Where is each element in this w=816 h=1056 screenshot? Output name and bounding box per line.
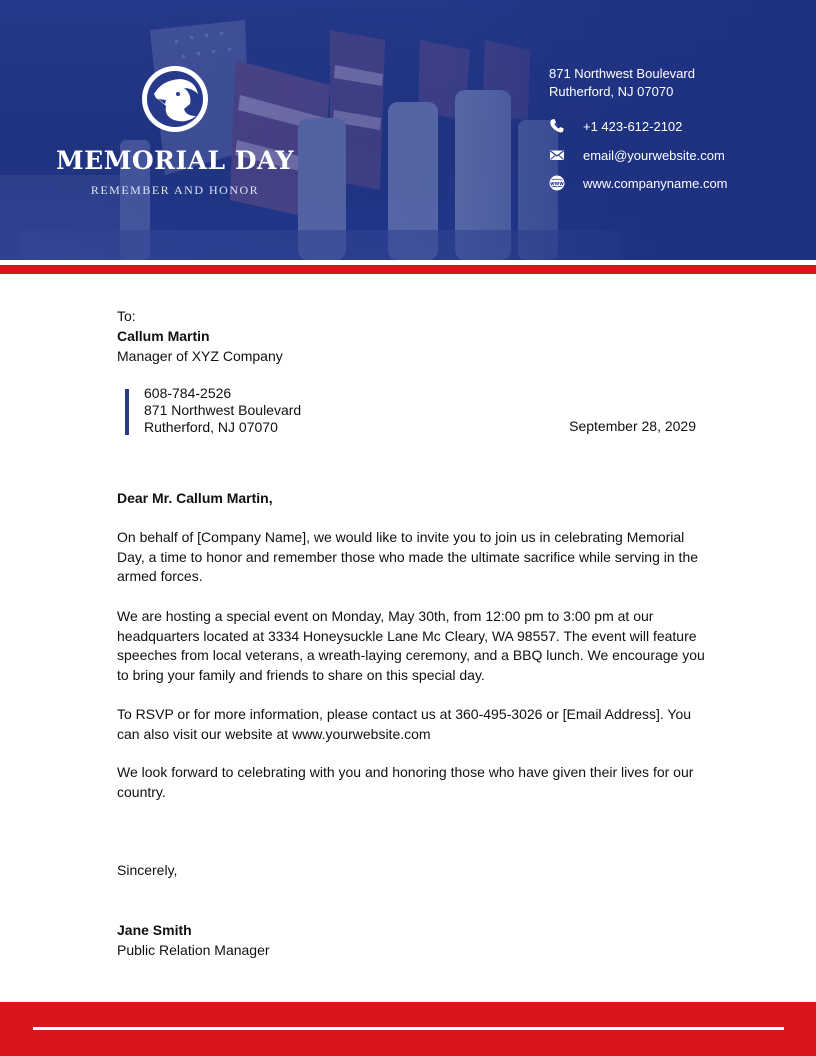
contact-phone xyxy=(549,116,682,136)
company-address-line2: Rutherford, NJ 07070 xyxy=(549,84,674,99)
eagle-logo-icon xyxy=(140,64,210,134)
recipient-address-line2: Rutherford, NJ 07070 xyxy=(144,419,278,435)
paragraph-event-details: We are hosting a special event on Monday, May 30th, from 12:00 pm to 3:00 pm at our headquarters located at 3334 Honeysuckle Lane Mc Cleary, WA 98557. The event will feature speeches from local veterans, a wreath-laying ceremony, and a BBQ lunch. We encourage you to bring your family and friends to share on this special day. xyxy=(117,608,705,683)
signer-name: Jane Smith xyxy=(117,922,192,938)
salutation: Dear Mr. Callum Martin, xyxy=(117,490,273,506)
signer-title: Public Relation Manager xyxy=(117,942,270,958)
footer-bar xyxy=(0,1002,816,1056)
closing: Sincerely, xyxy=(117,862,178,878)
recipient-block xyxy=(117,306,283,366)
recipient-phone: 608-784-2526 xyxy=(144,385,232,401)
brand-subtitle: REMEMBER AND HONOR xyxy=(90,183,260,197)
brand-title: MEMORIAL DAY xyxy=(55,146,294,175)
company-address xyxy=(549,65,695,101)
paragraph-invitation: On behalf of [Company Name], we would like to invite you to join us in celebrating Memorial Day, a time to honor and remember those who made the ultimate sacrifice while serving in the armed forces. xyxy=(117,529,699,584)
recipient-title: Manager of XYZ Company xyxy=(117,348,283,364)
letter-date: September 28, 2029 xyxy=(569,418,696,434)
company-address-line1: 871 Northwest Boulevard xyxy=(549,66,695,81)
contact-website-text: www.companyname.com xyxy=(583,175,728,191)
contact-phone-text: +1 423-612-2102 xyxy=(583,118,683,134)
globe-icon xyxy=(549,175,565,191)
paragraph-closing-note: We look forward to celebrating with you and honoring those who have given their lives for our country. xyxy=(117,764,694,800)
contact-email xyxy=(549,145,725,165)
recipient-address-line1: 871 Northwest Boulevard xyxy=(144,402,302,418)
recipient-name: Callum Martin xyxy=(117,328,210,344)
header-red-stripe xyxy=(0,265,816,274)
footer-white-line xyxy=(33,1027,784,1030)
paragraph-rsvp: To RSVP or for more information, please contact us at 360-495-3026 or [Email Address]. You can also visit our website at www.yourwebsite.com xyxy=(117,706,692,742)
recipient-contact xyxy=(144,385,301,436)
recipient-accent-bar xyxy=(125,389,129,435)
to-label: To: xyxy=(117,308,136,324)
letterhead-header xyxy=(0,0,816,260)
signature-block xyxy=(117,920,270,960)
mail-icon xyxy=(549,147,565,163)
contact-email-text: email@yourwebsite.com xyxy=(583,147,725,163)
svg-text:www: www xyxy=(550,181,564,187)
contact-website xyxy=(549,173,728,193)
phone-icon xyxy=(549,118,565,134)
